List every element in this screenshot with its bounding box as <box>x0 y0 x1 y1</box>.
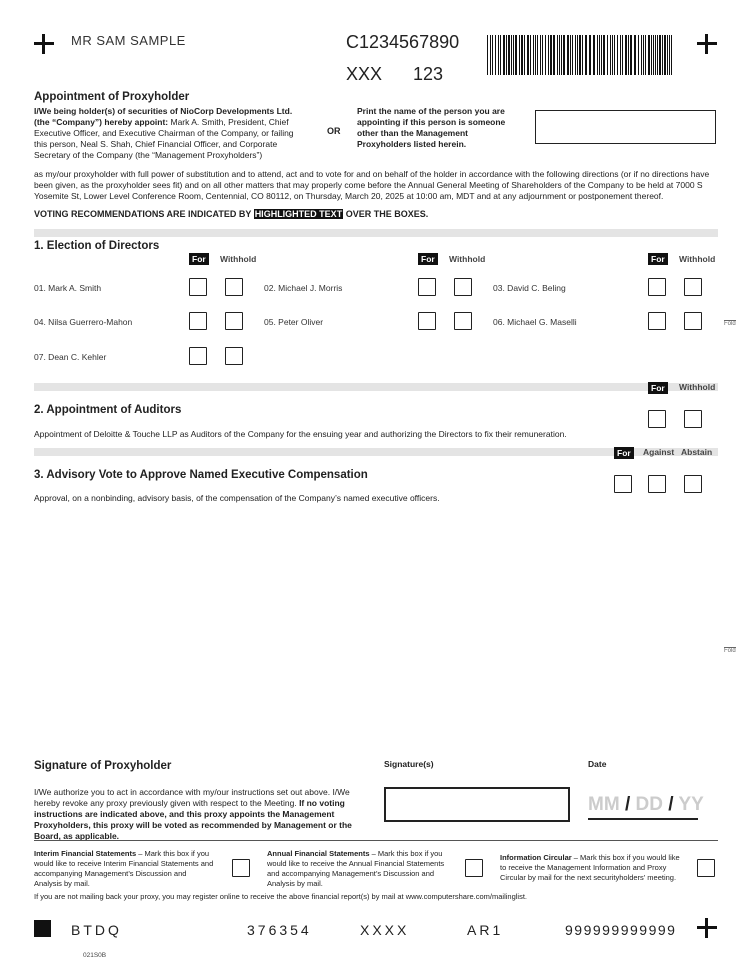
auditors-text: Appointment of Deloitte & Touche LLP as Auditors of the Company for the ensuing year and authorizing the Directors to fix their remuneration. <box>34 429 567 439</box>
for-label: For <box>648 253 668 265</box>
voting-recommendation-note: VOTING RECOMMENDATIONS ARE INDICATED BY HIGHLIGHTED TEXT OVER THE BOXES. <box>34 209 429 219</box>
nominee-3-for-checkbox[interactable] <box>648 278 666 296</box>
interim-statements-checkbox[interactable] <box>232 859 250 877</box>
nominee-5-for-checkbox[interactable] <box>418 312 436 330</box>
signature-authorization-text: I/We authorize you to act in accordance with my/our instructions set out above. I/We hereby revoke any proxy previously given with respect to the Meeting. If no voting instructions are indicated above, and this proxy appoints the Management Proxyholders, this proxy will be voted as recommended by Management or the Board, as applicable. <box>34 787 352 841</box>
auditors-for-checkbox[interactable] <box>648 410 666 428</box>
section-divider-2 <box>34 383 718 391</box>
nominee-3: 03. David C. Beling <box>493 283 566 293</box>
nominee-1-withhold-checkbox[interactable] <box>225 278 243 296</box>
date-field[interactable]: MM / DD / YY <box>588 794 704 815</box>
signature-title: Signature of Proxyholder <box>34 760 172 772</box>
footer-code-5: 999999999999 <box>565 922 677 938</box>
nominee-2-withhold-checkbox[interactable] <box>454 278 472 296</box>
nominee-5-withhold-checkbox[interactable] <box>454 312 472 330</box>
print-name-instructions: Print the name of the person you are appointing if this person is someone other than the Management Proxyholders listed herein. <box>357 106 506 149</box>
abstain-label: Abstain <box>681 447 713 457</box>
alignment-square <box>34 920 51 937</box>
nominee-3-withhold-checkbox[interactable] <box>684 278 702 296</box>
nominee-5: 05. Peter Oliver <box>264 317 324 327</box>
signature-field[interactable] <box>384 787 570 822</box>
date-label: Date <box>588 759 607 769</box>
fold-mark: Fold <box>724 648 736 654</box>
compensation-abstain-checkbox[interactable] <box>684 475 702 493</box>
footer-code-1: BTDQ <box>71 922 122 938</box>
compensation-text: Approval, on a nonbinding, advisory basis, of the compensation of the Company’s named executive officers. <box>34 493 440 503</box>
footer-code-3: XXXX <box>360 922 410 938</box>
nominee-2-for-checkbox[interactable] <box>418 278 436 296</box>
code-right: 123 <box>413 64 444 84</box>
registration-mark-top-left <box>34 34 54 54</box>
nominee-6-for-checkbox[interactable] <box>648 312 666 330</box>
footer-code-2: 376354 <box>247 922 312 938</box>
for-label: For <box>648 382 668 394</box>
information-circular-checkbox[interactable] <box>697 859 715 877</box>
appointment-title: Appointment of Proxyholder <box>34 91 190 103</box>
for-label: For <box>614 447 634 459</box>
date-underline <box>588 818 698 820</box>
divider-line <box>34 840 718 841</box>
for-label: For <box>418 253 438 265</box>
form-code: 021S0B <box>83 952 107 959</box>
nominee-1: 01. Mark A. Smith <box>34 283 102 293</box>
auditors-withhold-checkbox[interactable] <box>684 410 702 428</box>
barcode <box>487 35 677 75</box>
registration-mark-bottom-right <box>697 918 717 938</box>
compensation-title: 3. Advisory Vote to Approve Named Executive Compensation <box>34 469 368 481</box>
appointment-body: as my/our proxyholder with full power of substitution and to attend, act and to vote for and on behalf of the holder in accordance with the following directions (or if no directions have been given, as the proxyholder sees fit) and on all other matters that may properly come before the Annual General Meeting of Shareholders of the Company to be held at 7000 S Yosemite St, Lower Level Conference Room, Centennial, CO 80112, on Thursday, March 20, 2025 at 10:00 am, MDT and at any adjournment or postponement thereof. <box>34 169 710 201</box>
interim-statements-text: Interim Financial Statements – Mark this box if you would like to receive Interim Financial Statements and accompanying Management’s Discussion and Analysis by mail. <box>34 849 214 888</box>
nominee-4-for-checkbox[interactable] <box>189 312 207 330</box>
nominee-6: 06. Michael G. Maselli <box>493 317 577 327</box>
nominee-4-withhold-checkbox[interactable] <box>225 312 243 330</box>
nominee-2: 02. Michael J. Morris <box>264 283 343 293</box>
registration-mark-top-right <box>697 34 717 54</box>
section-divider-1 <box>34 229 718 237</box>
compensation-for-checkbox[interactable] <box>614 475 632 493</box>
annual-statements-checkbox[interactable] <box>465 859 483 877</box>
information-circular-text: Information Circular – Mark this box if you would like to receive the Management Information and Proxy Circular by mail for the next securityholders’ meeting. <box>500 853 680 882</box>
proxyholder-name-field[interactable] <box>535 110 716 144</box>
fold-mark: Fold <box>724 321 736 327</box>
footer-code-4: AR1 <box>467 922 504 938</box>
for-label: For <box>189 253 209 265</box>
appointment-intro: I/We being holder(s) of securities of NioCorp Developments Ltd. (the “Company”) hereby appoint: Mark A. Smith, President, Chief Executive Officer, and Executive Chairman of the Company, or failing this person, Neal S. Shah, Chief Financial Officer, and Corporate Secretary of the Company (the “Management Proxyholders”) <box>34 106 294 160</box>
auditors-title: 2. Appointment of Auditors <box>34 404 182 416</box>
withhold-label: Withhold <box>220 254 257 264</box>
nominee-7-for-checkbox[interactable] <box>189 347 207 365</box>
account-code: C1234567890 <box>346 32 460 52</box>
mailing-list-note: If you are not mailing back your proxy, you may register online to receive the above financial report(s) by mail at www.computershare.com/mailinglist. <box>34 892 527 901</box>
nominee-7-withhold-checkbox[interactable] <box>225 347 243 365</box>
code-left: XXX <box>346 64 383 84</box>
directors-title: 1. Election of Directors <box>34 240 160 252</box>
withhold-label: Withhold <box>679 254 716 264</box>
nominee-4: 04. Nilsa Guerrero-Mahon <box>34 317 133 327</box>
against-label: Against <box>643 447 675 457</box>
holder-name: MR SAM SAMPLE <box>71 33 186 48</box>
or-label: OR <box>327 126 341 136</box>
signatures-label: Signature(s) <box>384 759 434 769</box>
withhold-label: Withhold <box>449 254 486 264</box>
withhold-label: Withhold <box>679 382 716 392</box>
nominee-6-withhold-checkbox[interactable] <box>684 312 702 330</box>
nominee-7: 07. Dean C. Kehler <box>34 352 107 362</box>
compensation-against-checkbox[interactable] <box>648 475 666 493</box>
annual-statements-text: Annual Financial Statements – Mark this box if you would like to receive the Annual Financial Statements and accompanying Management’s Discussion and Analysis by mail. <box>267 849 445 888</box>
nominee-1-for-checkbox[interactable] <box>189 278 207 296</box>
